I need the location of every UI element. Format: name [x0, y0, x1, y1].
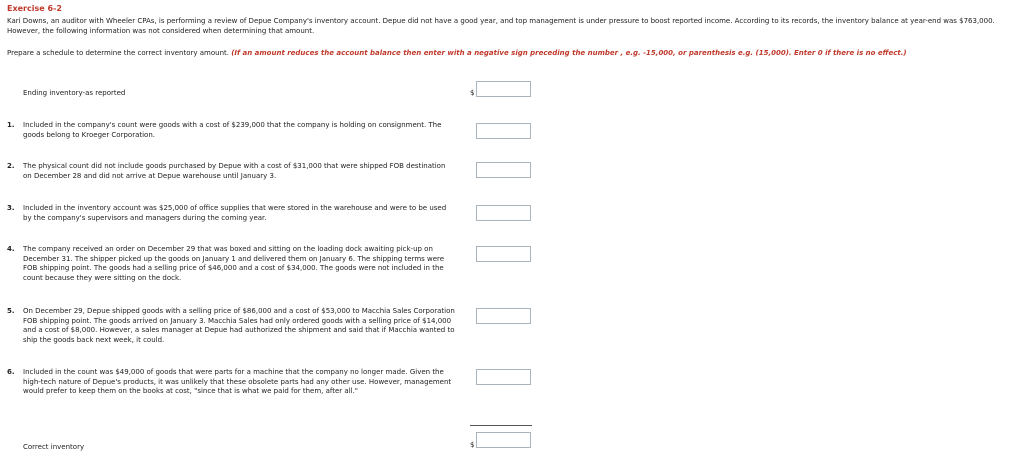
currency-symbol: $	[470, 89, 475, 97]
item-text: The company received an order on December 29 that was boxed and sitting on the loading dock awaiting pick-up on December 31. The shipper picked up the goods on January 1 and delivered them on January 6. The shipping terms were FOB shipping point. The goods had a selling price of $46,000 and a cost of $34,000. The goods were not included in the count because they were sitting on the dock.	[23, 245, 445, 282]
item-text: Included in the company's count were goods with a cost of $239,000 that the company is holding on consignment. The goods belong to Kroeger Corporation.	[23, 121, 442, 139]
item-number: 4.	[7, 245, 15, 253]
item-5-input[interactable]	[476, 308, 531, 324]
instruction-emphasis: (If an amount reduces the account balance then enter with a negative sign preceding the number , e.g. -15,000, or parenthesis e.g. (15,000). Enter 0 if there is no effect.)	[231, 49, 907, 57]
correct-inventory-label: Correct inventory	[23, 443, 85, 451]
item-number: 6.	[7, 368, 15, 376]
item-text: On December 29, Depue shipped goods with a selling price of $86,000 and a cost of $53,000 to Macchia Sales Corporation FOB shipping point. The goods arrived on January 3. Macchia Sales had only ordered goods with a selling price of $14,000 and a cost of $8,000. However, a sales manager at Depue had authorized the shipment and said that if Macchia wanted to ship the goods back next week, it could.	[23, 307, 455, 344]
exercise-title: Exercise 6-2	[7, 4, 62, 13]
item-number: 3.	[7, 204, 15, 212]
instructions	[7, 48, 1019, 58]
item-number: 1.	[7, 121, 15, 129]
item-text: Included in the count was $49,000 of goods that were parts for a machine that the company no longer made. Given the high-tech nature of Depue's products, it was unlikely that these obsolete parts had any other use. However, management would prefer to keep them on the books at cost, "since that is what we paid for them, after all."	[23, 368, 452, 395]
total-rule	[470, 425, 532, 426]
correct-inventory-input[interactable]	[476, 432, 531, 448]
exercise-intro: Kari Downs, an auditor with Wheeler CPAs, is performing a review of Depue Company's inventory account. Depue did not have a good year, and top management is under pressure to boost reported income. According to its records, the inventory balance at year-end was $763,000. However, the following information was not considered when determining that amount.	[7, 17, 995, 35]
item-number: 2.	[7, 162, 15, 170]
instruction-text: Prepare a schedule to determine the correct inventory amount.	[7, 49, 232, 57]
item-1-input[interactable]	[476, 123, 531, 139]
item-2-input[interactable]	[476, 162, 531, 178]
item-number: 5.	[7, 307, 15, 315]
item-4-input[interactable]	[476, 246, 531, 262]
ending-inventory-label: Ending inventory-as reported	[23, 89, 126, 97]
item-text: Included in the inventory account was $25,000 of office supplies that were stored in the warehouse and were to be used by the company's supervisors and managers during the coming year.	[23, 204, 447, 222]
currency-symbol: $	[470, 441, 475, 449]
item-3-input[interactable]	[476, 205, 531, 221]
ending-inventory-input[interactable]	[476, 81, 531, 97]
item-6-input[interactable]	[476, 369, 531, 385]
item-text: The physical count did not include goods purchased by Depue with a cost of $31,000 that were shipped FOB destination on December 28 and did not arrive at Depue warehouse until January 3.	[23, 162, 446, 180]
